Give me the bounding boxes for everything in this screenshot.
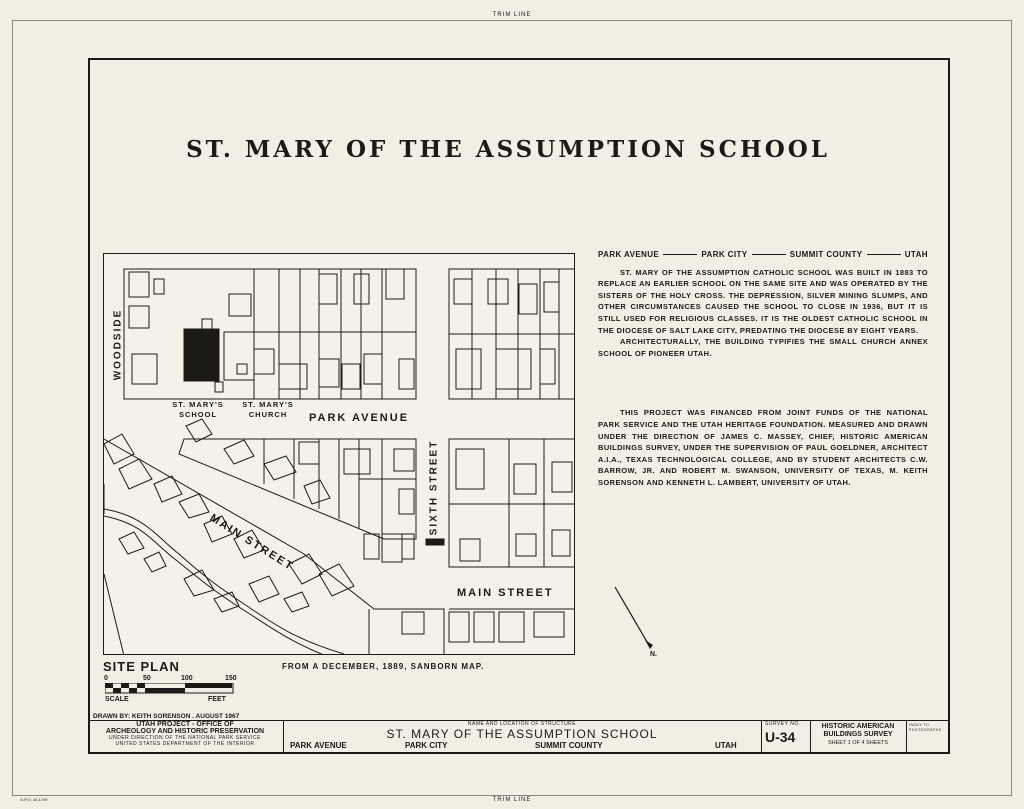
tb-loc-state: UTAH — [715, 741, 737, 750]
trim-line-bottom — [12, 795, 1012, 796]
tb-loc-street: PARK AVENUE — [290, 741, 347, 750]
block-south-east — [449, 439, 575, 567]
habs-line-2: BUILDINGS SURVEY — [823, 731, 893, 738]
title-block-divider-3 — [810, 720, 811, 754]
habs-line-1: HISTORIC AMERICAN — [821, 723, 895, 730]
tb-loc-city: PARK CITY — [405, 741, 448, 750]
structure-name: ST. MARY OF THE ASSUMPTION SCHOOL — [386, 727, 658, 741]
notes-credits-paragraph: THIS PROJECT WAS FINANCED FROM JOINT FUNDS OF THE NATIONAL PARK SERVICE AND THE UTAH HERITAGE FOUNDATION. MEASURED AND DRAWN UNDER THE DIRECTION OF JAMES C. MASSEY, CHIEF, HISTORIC AMERICAN BUILDINGS SURVEY, UNDER THE SUPERVISION OF PAUL GOELDNER, ARCHITECT A.I.A., TEXAS TECHNOLOGICAL COLLEGE, AND BY STUDENT ARCHITECTS C.W. BARROW, JR. AND ROBERT M. SWANSON, UNIVERSITY OF TEXAS, M. KEITH SORENSON AND KENNETH L. LAMBERT, UNIVERSITY OF UTAH. — [598, 408, 928, 487]
scale-label: SCALE — [105, 696, 129, 703]
trim-line-top — [12, 20, 1012, 21]
street-label-main-street-diagonal: MAIN STREET — [207, 512, 296, 574]
st-marys-church-building — [224, 332, 254, 380]
index-line-1: INDEX TO — [909, 723, 930, 727]
feet-label: FEET — [208, 696, 226, 703]
label-st-marys-school: ST. MARY'S SCHOOL — [172, 400, 224, 419]
printer-mark: G.P.O. 16-1749 — [20, 797, 48, 802]
office-line-4: UNITED STATES DEPARTMENT OF THE INTERIOR — [115, 741, 255, 747]
notes-location-line — [598, 249, 928, 261]
site-plan-label: SITE PLAN — [103, 659, 180, 674]
title-block-office — [90, 721, 280, 747]
north-arrow-icon — [605, 585, 665, 660]
sanborn-source-note: FROM A DECEMBER, 1889, SANBORN MAP. — [282, 662, 485, 671]
survey-number: U-34 — [765, 729, 796, 745]
notes-architecture-paragraph: ARCHITECTURALLY, THE BUILDING TYPIFIES THE SMALL CHURCH ANNEX SCHOOL OF PIONEER UTAH. — [598, 337, 928, 358]
st-marys-school-building — [184, 329, 219, 381]
main-street-south-edge — [104, 439, 444, 655]
notes-loc-city: PARK CITY — [701, 250, 748, 259]
label-st-marys-church: ST. MARY'S CHURCH — [242, 400, 294, 419]
notes-loc-county: SUMMIT COUNTY — [789, 250, 863, 259]
index-box — [909, 723, 942, 733]
street-label-main-street: MAIN STREET — [457, 587, 554, 599]
street-label-park-avenue: PARK AVENUE — [309, 412, 410, 424]
graphic-scale-bar — [105, 683, 235, 695]
drawn-by: DRAWN BY: KEITH SORENSON . AUGUST 1967 — [93, 713, 240, 720]
habs-label — [812, 723, 904, 747]
street-label-sixth-street: SIXTH STREET — [428, 439, 440, 536]
north-label: N. — [650, 651, 657, 658]
title-block-divider-4 — [906, 720, 907, 754]
sheet-number: SHEET 1 OF 4 SHEETS — [827, 740, 889, 746]
index-line-2: PHOTOGRAPHS — [909, 728, 942, 732]
notes-history-paragraph: ST. MARY OF THE ASSUMPTION CATHOLIC SCHOOL WAS BUILT IN 1883 TO REPLACE AN EARLIER SCHOOL ON THE SAME SITE AND WAS OPERATED BY THE SISTERS OF THE HOLY CROSS. THE DEPRESSION, SILVER MINING SLUMPS, AND OTHER CIRCUMSTANCES CAUSED THE SCHOOL TO CLOSE IN 1936, BUT IT IS STILL USED FOR RELIGIOUS CLASSES. IT IS THE OLDEST CATHOLIC SCHOOL IN THE DIOCESE OF SALT LAKE CITY, PREDATING THE DIOCESE BY EIGHT YEARS. — [598, 267, 928, 335]
street-label-woodside: WOODSIDE — [112, 308, 124, 381]
trim-label-top: TRIM LINE — [492, 12, 532, 18]
office-line-2: ARCHEOLOGY AND HISTORIC PRESERVATION — [105, 728, 265, 735]
notes-loc-state: UTAH — [904, 250, 928, 259]
trim-label-bottom: TRIM LINE — [492, 797, 532, 803]
sheet-title: ST. MARY OF THE ASSUMPTION SCHOOL — [186, 136, 830, 163]
title-block-divider-2 — [761, 720, 762, 754]
scale-tick-0: 0 — [104, 675, 108, 682]
scale-tick-50: 50 — [143, 675, 151, 682]
name-caption: NAME AND LOCATION OF STRUCTURE — [467, 721, 577, 727]
site-map — [103, 253, 575, 655]
office-line-1: UTAH PROJECT - OFFICE OF — [136, 721, 234, 728]
office-line-3: UNDER DIRECTION OF THE NATIONAL PARK SERVICE — [108, 735, 262, 741]
survey-caption: SURVEY NO. — [765, 721, 801, 727]
notes-loc-street: PARK AVENUE — [598, 250, 660, 259]
scale-tick-100: 100 — [181, 675, 193, 682]
block-north-west — [124, 269, 416, 399]
historical-notes — [598, 249, 928, 489]
tb-loc-county: SUMMIT COUNTY — [535, 741, 603, 750]
scale-tick-150: 150 — [225, 675, 237, 682]
